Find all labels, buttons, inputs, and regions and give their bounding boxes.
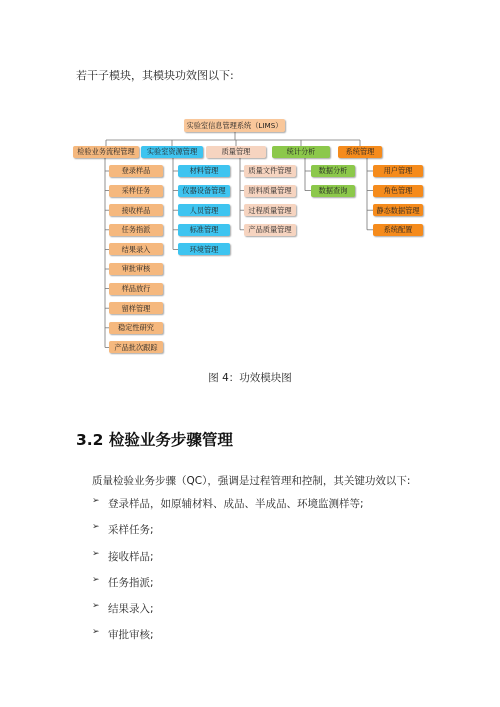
bullet-text: 结果录入; [108, 603, 154, 616]
arrow-bullet-icon: ➢ [92, 627, 100, 638]
category-header: 检验业务流程管理 [73, 146, 139, 158]
module-box: 结果录入 [109, 243, 163, 255]
module-box: 留样管理 [109, 302, 163, 314]
module-box: 材料管理 [178, 165, 230, 177]
arrow-bullet-icon: ➢ [92, 522, 100, 533]
module-box: 用户管理 [373, 165, 423, 177]
category-header: 质量管理 [206, 146, 266, 158]
figure-caption: 图 4：功效模块图 [208, 372, 292, 384]
arrow-bullet-icon: ➢ [92, 574, 100, 585]
intro-text: 若干子模块，其模块功效图以下: [76, 69, 234, 82]
module-box: 稳定性研究 [109, 322, 163, 334]
module-box: 质量文件管理 [244, 165, 296, 177]
bullet-item [92, 627, 364, 653]
bullet-item [92, 549, 364, 575]
module-box: 仪器设备管理 [178, 185, 230, 197]
module-box: 环境管理 [178, 243, 230, 255]
module-box: 系统配置 [373, 224, 423, 236]
diagram-root-box: 实验室信息管理系统（LIMS） [184, 119, 285, 132]
bullet-item [92, 522, 364, 548]
bullet-list [92, 496, 364, 654]
module-box: 数据查询 [311, 185, 355, 197]
bullet-text: 采样任务; [108, 524, 154, 537]
module-box: 过程质量管理 [244, 204, 296, 216]
bullet-text: 任务指派; [108, 576, 154, 589]
module-box: 角色管理 [373, 185, 423, 197]
arrow-bullet-icon: ➢ [92, 496, 100, 506]
module-box: 样品放行 [109, 283, 163, 295]
arrow-bullet-icon: ➢ [92, 601, 100, 612]
arrow-bullet-icon: ➢ [92, 548, 100, 559]
module-box: 原料质量管理 [244, 185, 296, 197]
module-box: 任务指派 [109, 224, 163, 236]
module-box: 人员管理 [178, 204, 230, 216]
module-box: 登录样品 [109, 165, 163, 177]
bullet-text: 接收样品; [108, 550, 154, 563]
module-box: 产品批次跟踪 [109, 341, 163, 353]
module-box: 采样任务 [109, 185, 163, 197]
category-header: 统计分析 [272, 146, 330, 158]
module-box: 接收样品 [109, 204, 163, 216]
module-box: 数据分析 [311, 165, 355, 177]
module-box: 静态数据管理 [373, 204, 423, 216]
bullet-item [92, 575, 364, 601]
bullet-item [92, 601, 364, 627]
bullet-text: 登录样品，如原辅材料、成品、半成品、环境监测样等; [108, 498, 364, 510]
paragraph: 质量检验业务步骤（QC），强调是过程管理和控制，其关键功效以下: [92, 475, 411, 487]
module-box: 标准管理 [178, 224, 230, 236]
bullet-text: 审批审核; [108, 629, 154, 642]
bullet-item [92, 496, 364, 522]
section-title: 3.2 检验业务步骤管理 [76, 431, 233, 449]
module-box: 审批审核 [109, 263, 163, 275]
module-box: 产品质量管理 [244, 224, 296, 236]
category-header: 实验室资源管理 [141, 146, 203, 158]
category-header: 系统管理 [338, 146, 382, 158]
